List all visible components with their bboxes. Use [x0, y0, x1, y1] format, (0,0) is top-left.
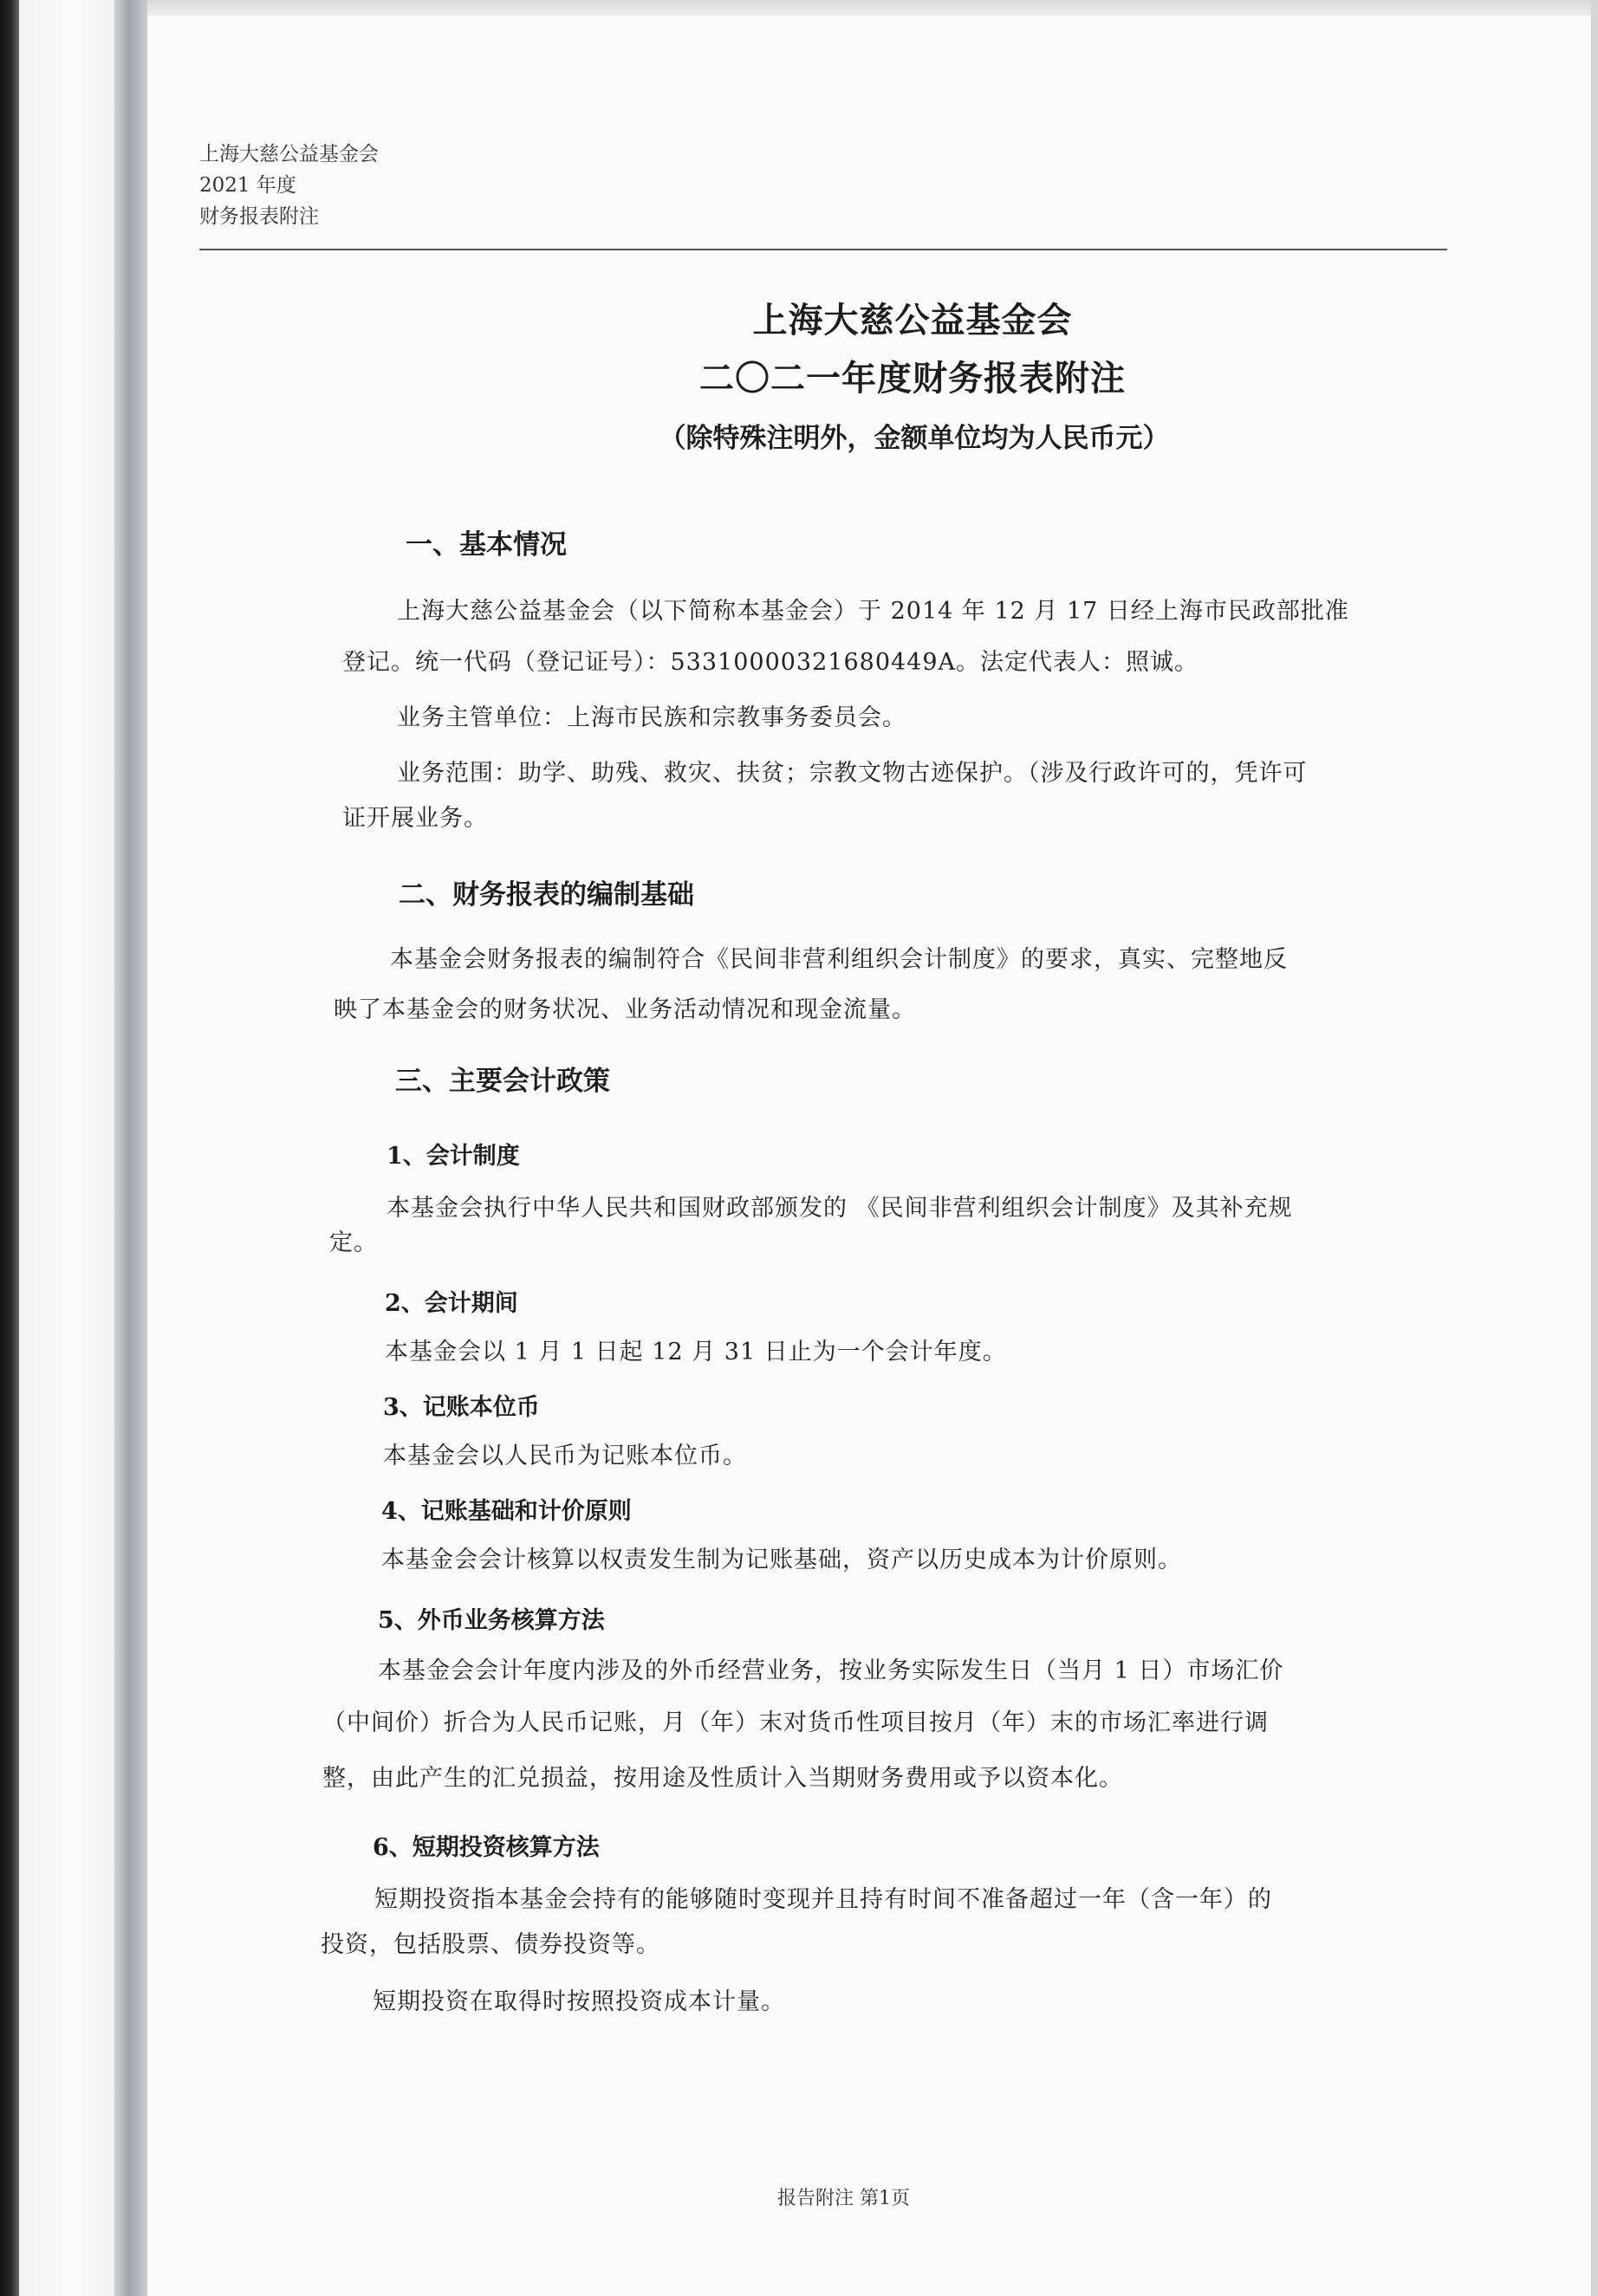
paragraph: 短期投资在取得时按照投资成本计量。 [373, 1988, 785, 2015]
subsection-heading-4: 4、记账基础和计价原则 [381, 1498, 632, 1525]
page-footer: 报告附注 第1页 [777, 2188, 910, 2209]
subsection-heading-5: 5、外币业务核算方法 [378, 1607, 605, 1634]
paragraph: 本基金会执行中华人民共和国财政部颁发的 《民间非营利组织会计制度》及其补充规 [387, 1195, 1293, 1222]
scan-left-shadow [0, 0, 19, 2296]
scan-top-edge [0, 0, 1598, 16]
paragraph: 映了本基金会的财务状况、业务活动情况和现金流量。 [334, 996, 916, 1023]
paragraph: 投资，包括股票、债券投资等。 [321, 1931, 660, 1958]
paragraph: 上海大慈公益基金会（以下简称本基金会）于 2014 年 12 月 17 日经上海市民政部批准 [397, 598, 1349, 625]
paragraph: 证开展业务。 [342, 805, 488, 832]
paragraph: 本基金会会计核算以权责发生制为记账基础，资产以历史成本为计价原则。 [381, 1547, 1182, 1573]
section-heading-2: 二、财务报表的编制基础 [399, 879, 694, 911]
header-rule [199, 249, 1447, 250]
paragraph: 短期投资指本基金会持有的能够随时变现并且持有时间不准备超过一年（含一年）的 [374, 1886, 1272, 1913]
page-subtitle: 二〇二一年度财务报表附注 [699, 358, 1126, 399]
scan-binding-band [114, 0, 147, 2296]
paragraph: 整，由此产生的汇兑损益，按用途及性质计入当期财务费用或予以资本化。 [322, 1765, 1123, 1792]
subsection-heading-6: 6、短期投资核算方法 [373, 1834, 600, 1861]
subsection-heading-2: 2、会计期间 [385, 1290, 518, 1317]
header-org: 上海大慈公益基金会 [199, 143, 379, 165]
header-year: 2021 年度 [199, 174, 296, 197]
subsection-heading-3: 3、记账本位币 [383, 1394, 540, 1421]
paragraph: 本基金会以人民币为记账本位币。 [383, 1443, 747, 1469]
paragraph: 业务主管单位：上海市民族和宗教事务委员会。 [397, 704, 906, 731]
unit-note: （除特殊注明外，金额单位均为人民币元） [659, 423, 1170, 454]
paragraph: 业务范围：助学、助残、救灾、扶贫；宗教文物古迹保护。（涉及行政许可的，凭许可 [397, 760, 1308, 787]
paragraph: 本基金会财务报表的编制符合《民间非营利组织会计制度》的要求，真实、完整地反 [390, 946, 1288, 973]
header-doc: 财务报表附注 [199, 205, 319, 228]
paragraph: 本基金会以 1 月 1 日起 12 月 31 日止为一个会计年度。 [385, 1339, 1007, 1365]
subsection-heading-1: 1、会计制度 [387, 1143, 520, 1170]
section-heading-1: 一、基本情况 [406, 529, 567, 561]
section-heading-3: 三、主要会计政策 [395, 1066, 610, 1097]
paragraph: 本基金会会计年度内涉及的外币经营业务，按业务实际发生日（当月 1 日）市场汇价 [378, 1657, 1284, 1684]
scan-right-edge [1591, 0, 1598, 2296]
paragraph: 登记。统一代码（登记证号）：53310000321680449A。法定代表人：照诚。 [342, 649, 1199, 676]
page-title: 上海大慈公益基金会 [752, 300, 1073, 341]
paragraph: 定。 [329, 1229, 378, 1256]
paragraph: （中间价）折合为人民币记账，月（年）末对货币性项目按月（年）末的市场汇率进行调 [322, 1709, 1269, 1736]
scan-left-margin [19, 0, 114, 2296]
